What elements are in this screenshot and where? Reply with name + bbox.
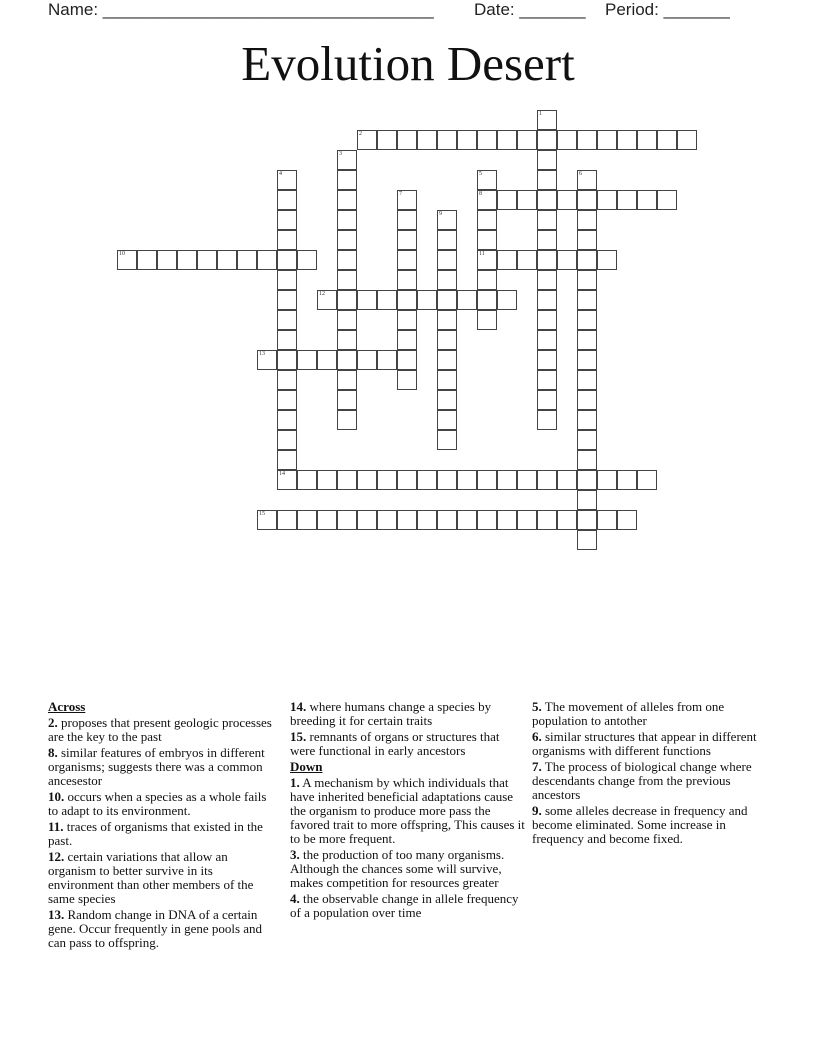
crossword-cell[interactable] — [577, 130, 597, 150]
crossword-cell[interactable] — [597, 130, 617, 150]
clue-across-12: 12. certain variations that allow an organism to better survive in its environment than other members of the same species — [48, 849, 254, 906]
crossword-cell[interactable] — [377, 350, 397, 370]
crossword-cell[interactable] — [297, 250, 317, 270]
crossword-cell[interactable] — [397, 210, 417, 230]
clue-down-6: 6. similar structures that appear in different organisms with different functions — [532, 729, 757, 758]
clue-down-7: 7. The process of biological change where descendants change from the previous ancestors — [532, 759, 752, 802]
crossword-cell[interactable] — [277, 390, 297, 410]
crossword-cell[interactable] — [537, 510, 557, 530]
crossword-cell[interactable] — [437, 470, 457, 490]
crossword-cell[interactable] — [277, 310, 297, 330]
crossword-cell[interactable] — [297, 470, 317, 490]
crossword-cell[interactable] — [657, 190, 677, 210]
clue-column-1 — [48, 700, 276, 952]
crossword-cell[interactable] — [537, 190, 557, 210]
clue-across-10: 10. occurs when a species as a whole fails to adapt to its environment. — [48, 789, 267, 818]
crossword-cell[interactable] — [417, 130, 437, 150]
crossword-cell[interactable] — [337, 290, 357, 310]
crossword-cell[interactable] — [337, 190, 357, 210]
crossword-cell[interactable] — [597, 470, 617, 490]
crossword-cell[interactable] — [457, 510, 477, 530]
crossword-cell[interactable] — [437, 130, 457, 150]
crossword-cell[interactable] — [477, 310, 497, 330]
crossword-cell[interactable] — [537, 150, 557, 170]
crossword-cell[interactable] — [337, 210, 357, 230]
crossword-cell[interactable] — [537, 210, 557, 230]
crossword-cell[interactable] — [377, 470, 397, 490]
crossword-cell[interactable] — [397, 310, 417, 330]
crossword-cell[interactable] — [577, 310, 597, 330]
crossword-cell[interactable] — [337, 350, 357, 370]
crossword-cell[interactable] — [277, 450, 297, 470]
name-field[interactable]: Name: ___________________________________ — [48, 0, 434, 19]
crossword-cell[interactable] — [357, 130, 377, 150]
crossword-cell[interactable] — [457, 290, 477, 310]
clue-number: 9 — [439, 211, 442, 217]
crossword-cell[interactable] — [557, 130, 577, 150]
crossword-cell[interactable] — [277, 370, 297, 390]
crossword-cell[interactable] — [397, 290, 417, 310]
crossword-cell[interactable] — [497, 190, 517, 210]
crossword-cell[interactable] — [277, 470, 297, 490]
clue-across-2: 2. proposes that present geologic processes are the key to the past — [48, 715, 272, 744]
crossword-cell[interactable] — [277, 510, 297, 530]
crossword-cell[interactable] — [577, 410, 597, 430]
crossword-cell[interactable] — [397, 130, 417, 150]
crossword-cell[interactable] — [317, 470, 337, 490]
crossword-cell[interactable] — [277, 270, 297, 290]
clue-column-3 — [532, 700, 760, 848]
clue-down-1: 1. A mechanism by which individuals that have inherited beneficial adaptations cause the organism to produce more pass the favored trait to more offspring, This causes it to be more frequent. — [290, 775, 525, 846]
crossword-cell[interactable] — [537, 110, 557, 130]
crossword-cell[interactable] — [277, 250, 297, 270]
clue-across-8: 8. similar features of embryos in different organisms; suggests there was a common ancesestor — [48, 745, 265, 788]
crossword-cell[interactable] — [317, 510, 337, 530]
clue-number: 7 — [399, 191, 402, 197]
crossword-cell[interactable] — [477, 130, 497, 150]
crossword-cell[interactable] — [497, 290, 517, 310]
crossword-cell[interactable] — [577, 350, 597, 370]
clue-number: 12 — [319, 291, 325, 297]
crossword-cell[interactable] — [337, 390, 357, 410]
crossword-cell[interactable] — [617, 510, 637, 530]
crossword-cell[interactable] — [617, 130, 637, 150]
clue-down-4: 4. the observable change in allele frequency of a population over time — [290, 891, 519, 920]
crossword-cell[interactable] — [237, 250, 257, 270]
crossword-cell[interactable] — [337, 230, 357, 250]
crossword-cell[interactable] — [597, 250, 617, 270]
crossword-cell[interactable] — [577, 470, 597, 490]
down-heading: Down — [290, 759, 323, 774]
crossword-cell[interactable] — [597, 190, 617, 210]
crossword-cell[interactable] — [357, 350, 377, 370]
clue-down-3: 3. the production of too many organisms. Although the chances some will survive, makes competition for resources greater — [290, 847, 505, 890]
crossword-cell[interactable] — [437, 370, 457, 390]
clue-across-15: 15. remnants of organs or structures that were functional in early ancestors — [290, 729, 500, 758]
crossword-cell[interactable] — [397, 330, 417, 350]
crossword-cell[interactable] — [577, 290, 597, 310]
crossword-cell[interactable] — [317, 290, 337, 310]
crossword-cell[interactable] — [457, 130, 477, 150]
crossword-cell[interactable] — [337, 170, 357, 190]
crossword-cell[interactable] — [577, 430, 597, 450]
crossword-cell[interactable] — [477, 270, 497, 290]
crossword-cell[interactable] — [277, 170, 297, 190]
crossword-cell[interactable] — [417, 470, 437, 490]
crossword-cell[interactable] — [277, 410, 297, 430]
crossword-cell[interactable] — [157, 250, 177, 270]
crossword-cell[interactable] — [637, 470, 657, 490]
crossword-cell[interactable] — [637, 130, 657, 150]
page-title: Evolution Desert — [241, 36, 575, 91]
clue-number: 10 — [119, 251, 125, 257]
crossword-cell[interactable] — [537, 250, 557, 270]
crossword-cell[interactable] — [377, 130, 397, 150]
crossword-cell[interactable] — [357, 510, 377, 530]
crossword-cell[interactable] — [217, 250, 237, 270]
crossword-cell[interactable] — [397, 190, 417, 210]
crossword-cell[interactable] — [557, 250, 577, 270]
crossword-cell[interactable] — [337, 250, 357, 270]
crossword-cell[interactable] — [537, 310, 557, 330]
crossword-cell[interactable] — [337, 410, 357, 430]
crossword-cell[interactable] — [117, 250, 137, 270]
crossword-cell[interactable] — [537, 290, 557, 310]
crossword-cell[interactable] — [477, 470, 497, 490]
crossword-cell[interactable] — [337, 470, 357, 490]
crossword-cell[interactable] — [477, 510, 497, 530]
crossword-cell[interactable] — [537, 230, 557, 250]
crossword-cell[interactable] — [437, 390, 457, 410]
clue-number: 1 — [539, 111, 542, 117]
crossword-cell[interactable] — [577, 250, 597, 270]
crossword-cell[interactable] — [537, 330, 557, 350]
crossword-cell[interactable] — [377, 290, 397, 310]
crossword-cell[interactable] — [337, 330, 357, 350]
crossword-cell[interactable] — [557, 190, 577, 210]
crossword-cell[interactable] — [577, 170, 597, 190]
clue-across-11: 11. traces of organisms that existed in the past. — [48, 819, 263, 848]
crossword-cell[interactable] — [537, 370, 557, 390]
clue-number: 4 — [279, 171, 282, 177]
crossword-cell[interactable] — [557, 510, 577, 530]
crossword-cell[interactable] — [657, 130, 677, 150]
clue-number: 6 — [579, 171, 582, 177]
crossword-cell[interactable] — [277, 330, 297, 350]
crossword-cell[interactable] — [197, 250, 217, 270]
crossword-cell[interactable] — [277, 430, 297, 450]
crossword-cell[interactable] — [597, 510, 617, 530]
crossword-cell[interactable] — [337, 510, 357, 530]
crossword-cell[interactable] — [537, 350, 557, 370]
crossword-cell[interactable] — [257, 510, 277, 530]
crossword-cell[interactable] — [617, 190, 637, 210]
crossword-cell[interactable] — [337, 310, 357, 330]
period-field[interactable]: Period: _______ — [605, 0, 730, 19]
crossword-cell[interactable] — [537, 470, 557, 490]
crossword-cell[interactable] — [437, 230, 457, 250]
crossword-cell[interactable] — [277, 190, 297, 210]
crossword-cell[interactable] — [397, 370, 417, 390]
crossword-cell[interactable] — [577, 530, 597, 550]
clue-number: 15 — [259, 511, 265, 517]
crossword-cell[interactable] — [497, 510, 517, 530]
crossword-cell[interactable] — [397, 230, 417, 250]
date-field[interactable]: Date: _______ — [474, 0, 586, 19]
crossword-cell[interactable] — [397, 510, 417, 530]
crossword-cell[interactable] — [537, 390, 557, 410]
crossword-cell[interactable] — [337, 270, 357, 290]
crossword-cell[interactable] — [577, 190, 597, 210]
crossword-cell[interactable] — [477, 190, 497, 210]
crossword-cell[interactable] — [397, 270, 417, 290]
crossword-cell[interactable] — [557, 470, 577, 490]
across-heading: Across — [48, 699, 86, 714]
crossword-cell[interactable] — [497, 130, 517, 150]
crossword-cell[interactable] — [397, 350, 417, 370]
crossword-cell[interactable] — [577, 230, 597, 250]
crossword-cell[interactable] — [437, 250, 457, 270]
crossword-cell[interactable] — [537, 130, 557, 150]
clue-number: 2 — [359, 131, 362, 137]
clue-across-14: 14. where humans change a species by breeding it for certain traits — [290, 699, 492, 728]
crossword-cell[interactable] — [677, 130, 697, 150]
clue-number: 14 — [279, 471, 285, 477]
crossword-cell[interactable] — [477, 250, 497, 270]
clue-number: 3 — [339, 151, 342, 157]
clue-number: 5 — [479, 171, 482, 177]
crossword-cell[interactable] — [477, 290, 497, 310]
crossword-cell[interactable] — [457, 470, 477, 490]
crossword-cell[interactable] — [277, 350, 297, 370]
crossword-cell[interactable] — [437, 430, 457, 450]
crossword-cell[interactable] — [517, 130, 537, 150]
crossword-cell[interactable] — [537, 410, 557, 430]
crossword-cell[interactable] — [417, 510, 437, 530]
clue-column-2 — [290, 700, 526, 922]
crossword-cell[interactable] — [437, 350, 457, 370]
crossword-cell[interactable] — [577, 450, 597, 470]
crossword-cell[interactable] — [577, 330, 597, 350]
crossword-cell[interactable] — [277, 290, 297, 310]
crossword-cell[interactable] — [257, 250, 277, 270]
crossword-cell[interactable] — [617, 470, 637, 490]
crossword-cell[interactable] — [417, 290, 437, 310]
crossword-cell[interactable] — [277, 210, 297, 230]
crossword-cell[interactable] — [397, 470, 417, 490]
crossword-cell[interactable] — [437, 210, 457, 230]
crossword-cell[interactable] — [317, 350, 337, 370]
crossword-cell[interactable] — [577, 510, 597, 530]
crossword-cell[interactable] — [397, 250, 417, 270]
crossword-cell[interactable] — [537, 170, 557, 190]
crossword-cell[interactable] — [477, 230, 497, 250]
crossword-cell[interactable] — [297, 350, 317, 370]
crossword-cell[interactable] — [517, 190, 537, 210]
clue-number: 11 — [479, 251, 485, 257]
crossword-cell[interactable] — [357, 470, 377, 490]
clue-down-9: 9. some alleles decrease in frequency and become eliminated. Some increase in frequency and become fixed. — [532, 803, 748, 846]
crossword-cell[interactable] — [377, 510, 397, 530]
crossword-cell[interactable] — [577, 490, 597, 510]
crossword-cell[interactable] — [437, 270, 457, 290]
crossword-cell[interactable] — [437, 330, 457, 350]
crossword-cell[interactable] — [477, 170, 497, 190]
crossword-cell[interactable] — [577, 210, 597, 230]
crossword-cell[interactable] — [517, 250, 537, 270]
crossword-cell[interactable] — [437, 510, 457, 530]
crossword-cell[interactable] — [337, 370, 357, 390]
crossword-cell[interactable] — [437, 310, 457, 330]
crossword-cell[interactable] — [177, 250, 197, 270]
crossword-cell[interactable] — [137, 250, 157, 270]
crossword-cell[interactable] — [437, 410, 457, 430]
crossword-cell[interactable] — [577, 390, 597, 410]
crossword-cell[interactable] — [577, 370, 597, 390]
crossword-cell[interactable] — [497, 470, 517, 490]
crossword-cell[interactable] — [277, 230, 297, 250]
crossword-cell[interactable] — [517, 470, 537, 490]
crossword-cell[interactable] — [517, 510, 537, 530]
crossword-cell[interactable] — [297, 510, 317, 530]
crossword-cell[interactable] — [357, 290, 377, 310]
crossword-cell[interactable] — [477, 210, 497, 230]
crossword-cell[interactable] — [537, 270, 557, 290]
crossword-cell[interactable] — [577, 270, 597, 290]
clue-number: 13 — [259, 351, 265, 357]
clue-number: 8 — [479, 191, 482, 197]
crossword-cell[interactable] — [337, 150, 357, 170]
crossword-cell[interactable] — [257, 350, 277, 370]
crossword-cell[interactable] — [437, 290, 457, 310]
crossword-cell[interactable] — [497, 250, 517, 270]
clue-across-13: 13. Random change in DNA of a certain gene. Occur frequently in gene pools and can pass to offspring. — [48, 907, 263, 950]
crossword-cell[interactable] — [637, 190, 657, 210]
clue-down-5: 5. The movement of alleles from one population to antother — [532, 699, 725, 728]
